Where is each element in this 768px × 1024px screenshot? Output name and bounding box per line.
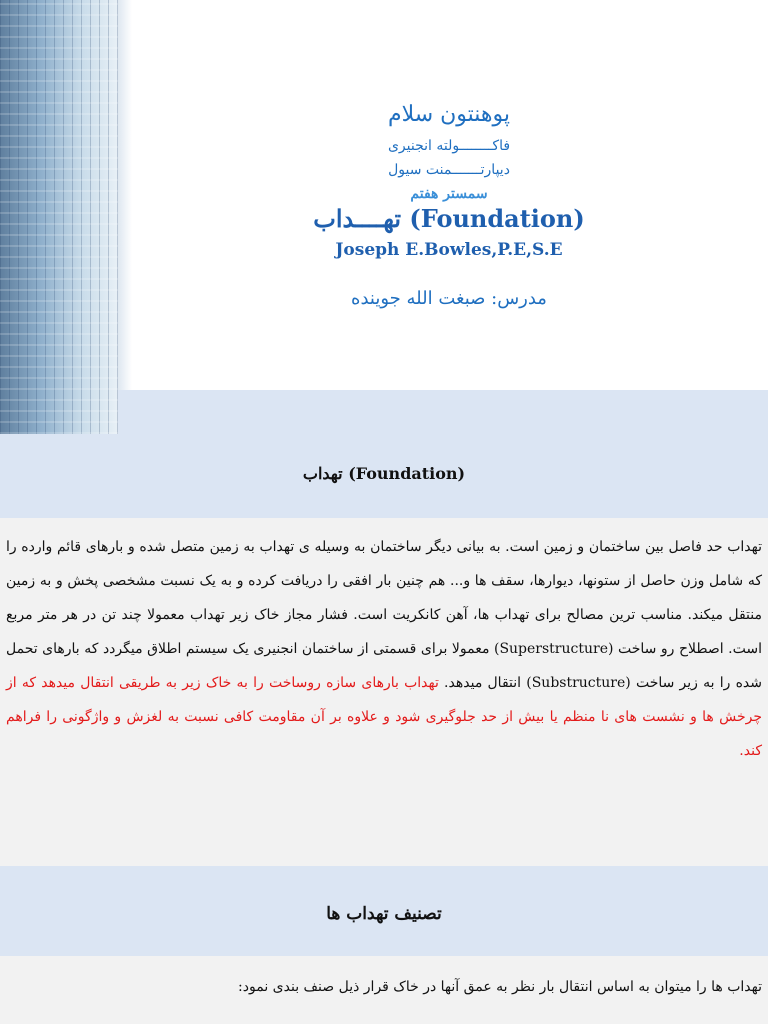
author-name: Joseph E.Bowles,P.E,S.E [335, 240, 563, 260]
section1-text: تهداب حد فاصل بین ساختمان و زمین است. به بیانی دیگر ساختمان به وسیله ی تهداب به زمین متصل شده و بارهای قائم وارده را که شامل وزن حاصل از ستونها، دیوارها، سقف ها و... هم چنین بار افقی را دریافت کرده و به یک نسبت مشخصی پخش و به زمین منتقل میکند. مناسب ترین مصالح برای تهداب ها، آهن کانکریت است. فشار مجاز خاک زیر تهداب معمولا چند تن در هر متر مربع است. اصطلاح رو ساخت (Superstructure) معمولا برای قسمتی از ساختمان انجنیری یک سیستم اطلاق میگردد که بارهای تحمل شده را به زیر ساخت (Substructure) انتقال میدهد. [6, 539, 762, 691]
title-slide-footer-band [118, 390, 768, 434]
section2-paragraph: تهداب ها را میتوان به اساس انتقال بار نظر به عمق آنها در خاک قرار ذیل صنف بندی نمود: [238, 979, 762, 995]
section2-heading: تصنیف تهداب ها [326, 904, 442, 924]
faculty-name: فاکــــــــولته انجنیری [387, 138, 511, 154]
instructor-name: مدرس: صبغت الله جوینده [351, 288, 547, 309]
section2-header [0, 866, 768, 956]
section1-heading: تهداب (Foundation) [302, 464, 466, 483]
section1-body [0, 518, 768, 866]
section2-body [0, 956, 768, 1024]
course-title: تهــــداب (Foundation) [313, 204, 585, 233]
section1-highlight-text: تهداب بارهای سازه روساخت را به خاک زیر به طریقی انتقال میدهد که از چرخش ها و نشست های نا منظم یا بیش از حد جلوگیری شود و علاوه بر آن مقاومت کافی نسبت به لغزش و واژگونی را فراهم کند. [6, 675, 762, 759]
title-slide [0, 0, 768, 434]
university-name: پوهنتون سلام [387, 102, 511, 127]
department-name: دیپارتـــــــمنت سیول [388, 162, 510, 178]
section1-paragraph [6, 530, 762, 768]
section1-header [0, 434, 768, 518]
building-image [0, 0, 118, 434]
semester-label: سمستر هفتم [410, 186, 488, 202]
